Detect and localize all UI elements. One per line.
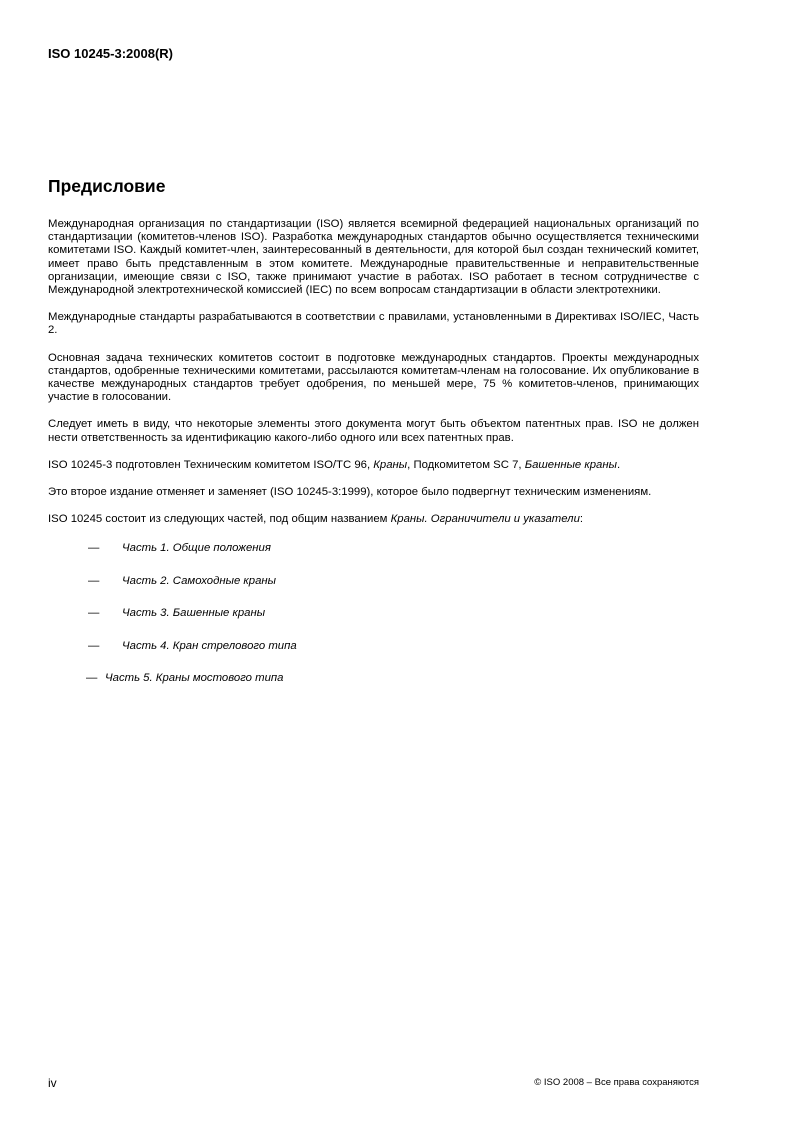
list-item	[48, 672, 699, 705]
list-item	[48, 607, 699, 640]
list-item	[48, 575, 699, 608]
committee-name: Краны	[373, 458, 408, 471]
prepared-by-text-2: , Подкомитетом SC 7,	[407, 458, 525, 471]
parts-intro-colon: :	[579, 513, 584, 526]
list-item	[48, 640, 699, 673]
part-label: Часть 4. Кран стрелового типа	[122, 639, 297, 652]
paragraph-prepared-by	[48, 459, 699, 472]
part-label: Часть 3. Башенные краны	[122, 607, 266, 620]
part-label: Часть 2. Самоходные краны	[122, 574, 276, 587]
list-item	[48, 542, 699, 575]
page-number: iv	[48, 1076, 57, 1090]
foreword-body	[48, 218, 699, 705]
paragraph-committee-task: Основная задача технических комитетов состоит в подготовке международных стандартов. Проекты международных стандартов, одобренные техническими комитетами, рассылаются комитетам-членам на голосование. Их опубликование в качестве международных стандартов требует одобрения, по меньшей мере, 75 % комитетов-членов, принимающих участие в голосовании.	[48, 351, 699, 404]
list-dash: —	[88, 607, 100, 620]
part-label: Часть 1. Общие положения	[122, 542, 271, 555]
paragraph-patents: Следует иметь в виду, что некоторые элементы этого документа могут быть объектом патентных прав. ISO не должен нести ответственность за идентификацию какого-либо одного или всех патентных прав.	[48, 418, 699, 444]
paragraph-edition: Это второе издание отменяет и заменяет (ISO 10245-3:1999), которое было подвергнут техническим изменениям.	[48, 486, 652, 499]
page-title: Предисловие	[48, 176, 166, 196]
part-label: Часть 5. Краны мостового типа	[105, 672, 284, 685]
parts-list	[48, 542, 699, 705]
prepared-by-text: ISO 10245-3 подготовлен Техническим комитетом ISO/TC 96,	[48, 458, 374, 471]
subcommittee-name: Башенные краны	[524, 458, 617, 471]
paragraph-iso-intro: Международная организация по стандартизации (ISO) является всемирной федерацией национальных организаций по стандартизации (комитетов-членов ISO). Разработка международных стандартов обычно осуществляется техническими комитетами ISO. Каждый комитет-член, заинтересованный в деятельности, для которой был создан технический комитет, имеет право быть представленным в этом комитете. Международные правительственные и неправительственные организации, имеющие связи с ISO, также принимают участие в работах. ISO работает в тесном сотрудничестве с Международной электротехнической комиссией (IEC) по всем вопросам стандартизации в области электротехники.	[48, 218, 699, 297]
paragraph-parts-intro	[48, 513, 699, 526]
list-dash: —	[86, 672, 98, 685]
prepared-by-text-end: .	[616, 458, 621, 471]
copyright-notice: © ISO 2008 – Все права сохраняются	[534, 1077, 699, 1088]
list-dash: —	[88, 639, 100, 652]
document-id-header: ISO 10245-3:2008(R)	[48, 46, 174, 61]
list-dash: —	[88, 574, 100, 587]
general-title: Краны. Ограничители и указатели	[390, 513, 580, 526]
paragraph-directives: Международные стандарты разрабатываются в соответствии с правилами, установленными в Директивах ISO/IEC, Часть 2.	[48, 311, 699, 337]
parts-intro-text: ISO 10245 состоит из следующих частей, под общим названием	[48, 513, 391, 526]
list-dash: —	[88, 542, 100, 555]
